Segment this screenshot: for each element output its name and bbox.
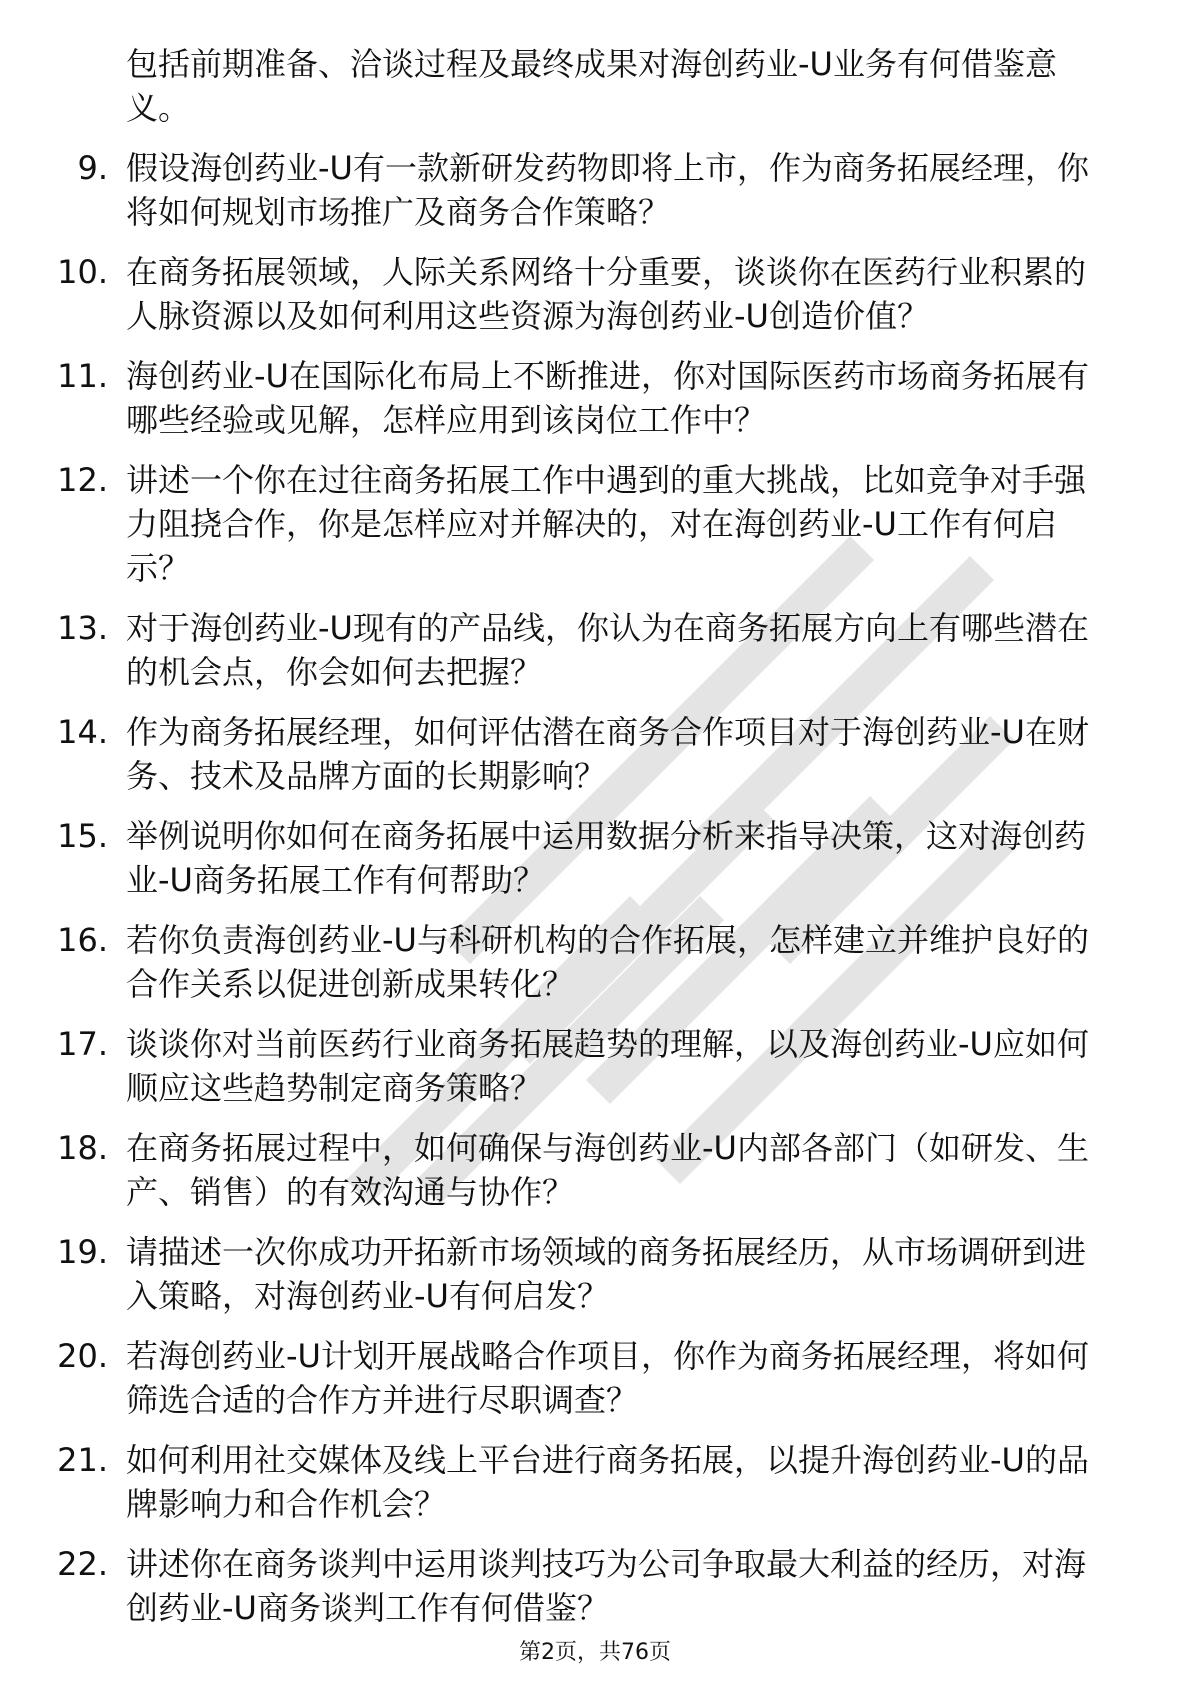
document-body [0,42,1190,1630]
list-item [0,1438,1190,1526]
item-number: 15. [57,817,108,855]
item-text: 在商务拓展领域，人际关系网络十分重要，谈谈你在医药行业积累的人脉资源以及如何利用这些资源为海创药业-U创造价值？ [126,253,1087,335]
list-item [0,710,1190,798]
list-item [0,918,1190,1006]
item-number: 13. [57,609,108,647]
item-number: 10. [57,253,108,291]
list-item [0,606,1190,694]
list-item [0,458,1190,590]
item-text: 讲述一个你在过往商务拓展工作中遇到的重大挑战，比如竞争对手强力阻挠合作，你是怎样应对并解决的，对在海创药业-U工作有何启示？ [126,461,1087,587]
list-item [0,1126,1190,1214]
item-number: 17. [57,1025,108,1063]
item-number: 22. [57,1545,108,1583]
item-number: 12. [57,461,108,499]
item-number: 21. [57,1441,108,1479]
item-number: 9. [77,149,108,187]
list-item [0,1022,1190,1110]
item-text: 若海创药业-U计划开展战略合作项目，你作为商务拓展经理，将如何筛选合适的合作方并进行尽职调查？ [126,1337,1089,1419]
item-number: 18. [57,1129,108,1167]
list-item [0,1542,1190,1630]
list-item [0,354,1190,442]
item-text: 作为商务拓展经理，如何评估潜在商务合作项目对于海创药业-U在财务、技术及品牌方面的长期影响？ [126,713,1089,795]
item-text: 海创药业-U在国际化布局上不断推进，你对国际医药市场商务拓展有哪些经验或见解，怎样应用到该岗位工作中？ [126,357,1089,439]
list-item [0,250,1190,338]
item-number: 11. [57,357,108,395]
item-number: 19. [57,1233,108,1271]
item-text: 若你负责海创药业-U与科研机构的合作拓展，怎样建立并维护良好的合作关系以促进创新成果转化？ [126,921,1089,1003]
item-text: 对于海创药业-U现有的产品线，你认为在商务拓展方向上有哪些潜在的机会点，你会如何去把握？ [126,609,1089,691]
item-text: 如何利用社交媒体及线上平台进行商务拓展，以提升海创药业-U的品牌影响力和合作机会？ [126,1441,1089,1523]
page-number-footer: 第2页，共76页 [519,1640,671,1665]
item-text: 谈谈你对当前医药行业商务拓展趋势的理解，以及海创药业-U应如何顺应这些趋势制定商务策略？ [126,1025,1089,1107]
list-item [0,1230,1190,1318]
list-item [0,1334,1190,1422]
item-text: 举例说明你如何在商务拓展中运用数据分析来指导决策，这对海创药业-U商务拓展工作有何帮助？ [126,817,1087,899]
item-number: 14. [57,713,108,751]
continuation-paragraph: 包括前期准备、洽谈过程及最终成果对海创药业-U业务有何借鉴意义。 [126,45,1057,127]
item-text: 在商务拓展过程中，如何确保与海创药业-U内部各部门（如研发、生产、销售）的有效沟通与协作？ [126,1129,1089,1211]
item-number: 20. [57,1337,108,1375]
item-text: 请描述一次你成功开拓新市场领域的商务拓展经历，从市场调研到进入策略，对海创药业-U有何启发？ [126,1233,1087,1315]
item-text: 假设海创药业-U有一款新研发药物即将上市，作为商务拓展经理，你将如何规划市场推广及商务合作策略？ [126,149,1089,231]
item-text: 讲述你在商务谈判中运用谈判技巧为公司争取最大利益的经历，对海创药业-U商务谈判工作有何借鉴？ [126,1545,1087,1627]
question-list [0,146,1190,1630]
item-number: 16. [57,921,108,959]
list-item [0,814,1190,902]
list-item [0,146,1190,234]
